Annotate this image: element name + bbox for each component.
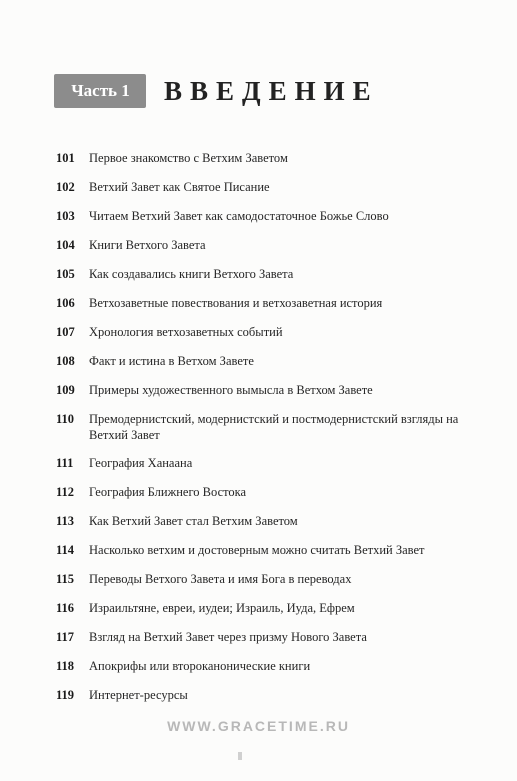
toc-item <box>56 295 476 311</box>
toc-item <box>56 150 476 166</box>
toc-item <box>56 266 476 282</box>
toc-item <box>56 629 476 645</box>
toc-title: Премодернистский, модернистский и постмодернистский взгляды на Ветхий Завет <box>89 412 459 442</box>
toc-title: Как Ветхий Завет стал Ветхим Заветом <box>89 514 298 528</box>
toc-number: 110 <box>56 412 75 426</box>
toc-item <box>56 237 476 253</box>
toc-item <box>56 382 476 398</box>
part-title: ВВЕДЕНИЕ <box>164 76 379 106</box>
toc-item <box>56 455 476 471</box>
watermark: WWW.GRACETIME.RU <box>167 718 350 734</box>
toc-title: География Ближнего Востока <box>89 485 247 499</box>
toc-number: 111 <box>56 456 74 470</box>
toc-item <box>56 600 476 616</box>
toc-number: 106 <box>56 296 75 310</box>
toc-number: 115 <box>56 572 75 586</box>
toc-number: 102 <box>56 180 75 194</box>
toc-item <box>56 542 476 558</box>
toc-item <box>56 179 476 195</box>
toc-title: Книги Ветхого Завета <box>89 238 206 252</box>
toc-title: Интернет-ресурсы <box>89 688 188 702</box>
toc-title: Как создавались книги Ветхого Завета <box>89 267 294 281</box>
toc-title: Переводы Ветхого Завета и имя Бога в переводах <box>89 572 352 586</box>
toc-item <box>56 484 476 500</box>
toc-title: Ветхий Завет как Святое Писание <box>89 180 270 194</box>
toc-number: 107 <box>56 325 75 339</box>
toc-title: Ветхозаветные повествования и ветхозаветная история <box>89 296 383 310</box>
toc-number: 103 <box>56 209 75 223</box>
toc-item <box>56 208 476 224</box>
toc-title: Взгляд на Ветхий Завет через призму Нового Завета <box>89 630 367 644</box>
toc-number: 116 <box>56 601 75 615</box>
toc-number: 109 <box>56 383 75 397</box>
toc-number: 105 <box>56 267 75 281</box>
toc-item <box>56 513 476 529</box>
toc-number: 114 <box>56 543 75 557</box>
toc-item <box>56 411 476 443</box>
toc-number: 112 <box>56 485 75 499</box>
toc-item <box>56 353 476 369</box>
part-badge: Часть 1 <box>54 74 146 108</box>
toc-item <box>56 571 476 587</box>
toc-item <box>56 687 476 703</box>
toc-title: Хронология ветхозаветных событий <box>89 325 283 339</box>
toc-title: Израильтяне, евреи, иудеи; Израиль, Иуда, Ефрем <box>89 601 355 615</box>
toc-number: 108 <box>56 354 75 368</box>
toc-number: 119 <box>56 688 75 702</box>
page-edge-mark <box>238 752 242 760</box>
toc-title: Читаем Ветхий Завет как самодостаточное Божье Слово <box>89 209 389 223</box>
toc-number: 118 <box>56 659 75 673</box>
toc-title: География Ханаана <box>89 456 193 470</box>
toc-number: 104 <box>56 238 75 252</box>
toc-title: Апокрифы или второканонические книги <box>89 659 311 673</box>
part-header <box>54 74 379 108</box>
toc-title: Примеры художественного вымысла в Ветхом Завете <box>89 383 373 397</box>
toc-number: 113 <box>56 514 75 528</box>
toc-title: Факт и истина в Ветхом Завете <box>89 354 254 368</box>
toc-number: 101 <box>56 151 75 165</box>
toc-title: Первое знакомство с Ветхим Заветом <box>89 151 288 165</box>
toc-title: Насколько ветхим и достоверным можно считать Ветхий Завет <box>89 543 425 557</box>
toc-item <box>56 658 476 674</box>
toc-number: 117 <box>56 630 75 644</box>
toc-item <box>56 324 476 340</box>
